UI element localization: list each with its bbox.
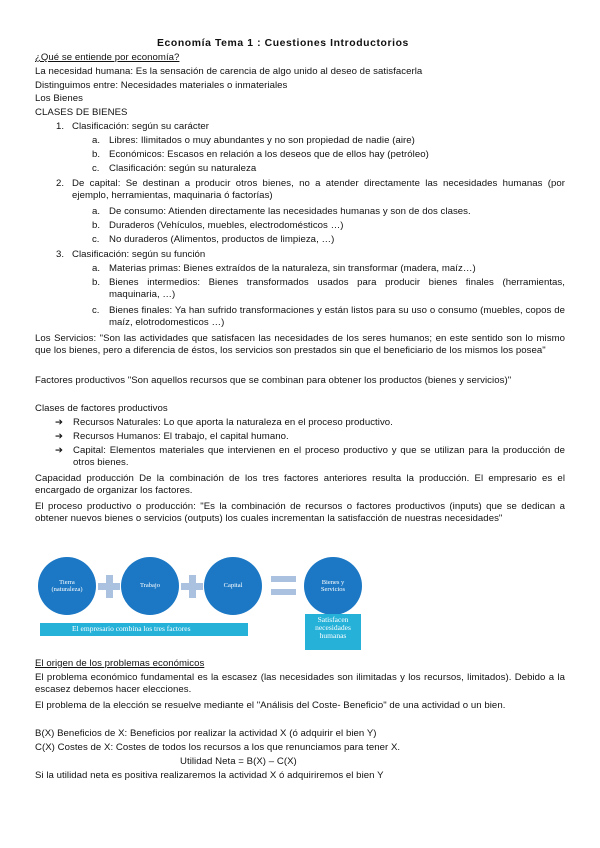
circle-label: Trabajo xyxy=(140,582,160,590)
list-letter: a. xyxy=(92,135,101,146)
factor-item: Recursos Naturales: Lo que aporta la naturaleza en el proceso productivo. xyxy=(73,417,393,428)
list-letter: b. xyxy=(92,277,101,288)
diagram-circle-trabajo xyxy=(121,557,179,615)
list-number: 1. xyxy=(56,121,65,132)
circle-label: (naturaleza) xyxy=(51,586,83,593)
arrow-bullet-icon: ➔ xyxy=(55,445,64,456)
list-subitem: No duraderos (Alimentos, productos de limpieza, …) xyxy=(109,234,335,245)
paragraph-necesidad: La necesidad humana: Es la sensación de carencia de algo unido al deseo de satisfacerla xyxy=(35,66,423,77)
list-number: 3. xyxy=(56,249,65,260)
paragraph-proceso: El proceso productivo o producción: "Es la combinación de recursos o factores productivos (inputs) que se dedican a obtener nuevos bienes o servicios (outputs) los cuales incrementan la satisfacción de nuestras necesidades" xyxy=(35,501,565,524)
paragraph-factores: Factores productivos "Son aquellos recursos que se combinan para obtener los productos (bienes y servicios)" xyxy=(35,375,512,386)
paragraph-problema: El problema económico fundamental es la escasez (las necesidades son ilimitadas y los recursos, limitados). Debido a la escasez debemos hacer elecciones. xyxy=(35,672,565,695)
section-heading-economia: ¿Qué se entiende por economía? xyxy=(35,52,180,63)
plus-icon-vertical xyxy=(189,575,196,598)
document-title: Economía Tema 1 : Cuestiones Introductorios xyxy=(157,38,409,49)
list-letter: c. xyxy=(92,305,100,316)
list-letter: a. xyxy=(92,206,101,217)
paragraph-distinguimos: Distinguimos entre: Necesidades materiales o inmateriales xyxy=(35,80,288,91)
list-subitem: Clasificación: según su naturaleza xyxy=(109,163,257,174)
box-label: Satisfacen xyxy=(317,615,349,624)
list-subitem: Materias primas: Bienes extraídos de la naturaleza, sin transformar (madera, maíz…) xyxy=(109,263,476,274)
list-letter: a. xyxy=(92,263,101,274)
equals-icon-lower xyxy=(271,589,296,595)
arrow-bullet-icon: ➔ xyxy=(55,431,64,442)
list-subitem: Económicos: Escasos en relación a los deseos que de ellos hay (petróleo) xyxy=(109,149,429,160)
plus-icon-vertical xyxy=(106,575,113,598)
list-subitem: Bienes finales: Ya han sufrido transformaciones y están listos para su uso o consumo (muebles, copos de maíz, elotrodomesticos …) xyxy=(109,305,565,328)
section-heading-origen: El origen de los problemas económicos xyxy=(35,658,205,669)
list-letter: b. xyxy=(92,149,101,160)
list-letter: c. xyxy=(92,163,100,174)
list-item-capital: De capital: Se destinan a producir otros bienes, no a atender directamente las necesidades humanas (por ejemplo, herramientas, maquinaria ó factorías) xyxy=(72,178,565,201)
arrow-bullet-icon: ➔ xyxy=(55,417,64,428)
factor-item: Capital: Elementos materiales que intervienen en el proceso productivo y que se utilizan para la producción de otros bienes. xyxy=(73,445,565,468)
list-letter: b. xyxy=(92,220,101,231)
empresario-band: El empresario combina los tres factores xyxy=(40,623,248,636)
list-number: 2. xyxy=(56,178,65,189)
box-label: necesidades xyxy=(315,623,351,633)
list-letter: c. xyxy=(92,234,100,245)
list-subitem: Libres: Ilimitados o muy abundantes y no son propiedad de nadie (aire) xyxy=(109,135,415,146)
circle-label: Tierra xyxy=(59,578,75,586)
paragraph-beneficios: B(X) Beneficios de X: Beneficios por realizar la actividad X (ó adquirir el bien Y) xyxy=(35,728,377,739)
diagram-circle-tierra xyxy=(38,557,96,615)
heading-clases-bienes: CLASES DE BIENES xyxy=(35,107,128,118)
paragraph-costes: C(X) Costes de X: Costes de todos los recursos a los que renunciamos para tener X. xyxy=(35,742,401,753)
circle-label: Servicios xyxy=(320,586,346,593)
diagram-circle-bienes xyxy=(304,557,362,615)
list-subitem: Bienes intermedios: Bienes transformados usados para producir bienes finales (herramientas, maquinaria, …) xyxy=(109,277,565,300)
equals-icon xyxy=(271,576,296,582)
satisfacen-box xyxy=(305,614,361,650)
paragraph-eleccion: El problema de la elección se resuelve mediante el "Análisis del Coste- Beneficio" de una actividad o un bien. xyxy=(35,700,506,711)
factor-item: Recursos Humanos: El trabajo, el capital humano. xyxy=(73,431,289,442)
circle-label: Bienes y xyxy=(321,578,345,586)
circle-label: Capital xyxy=(223,582,243,590)
box-label: humanas xyxy=(319,631,347,641)
paragraph-capacidad: Capacidad producción De la combinación de los tres factores anteriores resulta la producción. El empresario es el encargado de organizar los factores. xyxy=(35,473,565,496)
list-item-caracter: Clasificación: según su carácter xyxy=(72,121,210,132)
list-subitem: De consumo: Atienden directamente las necesidades humanas y son de dos clases. xyxy=(109,206,471,217)
list-subitem: Duraderos (Vehículos, muebles, electrodomésticos …) xyxy=(109,220,344,231)
paragraph-servicios: Los Servicios: "Son las actividades que satisfacen las necesidades de los seres humanos; en este sentido son lo mismo que los bienes, pero a diferencia de éstos, los servicios son prestados sin que el beneficiario de los mismos los posea" xyxy=(35,333,565,356)
heading-bienes: Los Bienes xyxy=(35,93,83,104)
diagram-circle-capital xyxy=(204,557,262,615)
list-item-funcion: Clasificación: según su función xyxy=(72,249,206,260)
formula-utilidad-neta: Utilidad Neta = B(X) – C(X) xyxy=(180,756,297,767)
paragraph-conclusion: Si la utilidad neta es positiva realizaremos la actividad X ó adquiriremos el bien Y xyxy=(35,770,384,781)
heading-clases-factores: Clases de factores productivos xyxy=(35,403,168,414)
